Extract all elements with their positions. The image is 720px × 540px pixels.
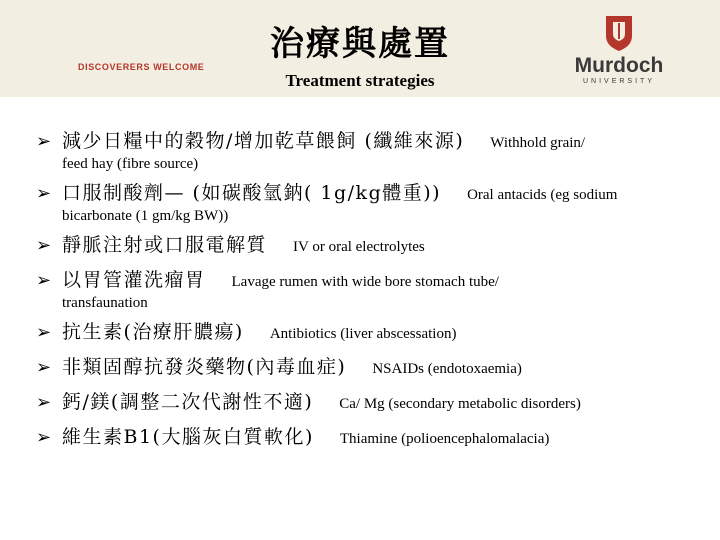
item-english-text: Withhold grain/ [490,135,586,151]
item-english-text: Oral antacids (eg sodium [467,187,618,203]
item-chinese-text: 鈣/鎂(調整二次代謝性不適) [62,391,314,413]
item-english-continued: transfaunation [62,295,148,311]
list-item [36,180,696,225]
arrow-bullet-icon: ➢ [36,392,52,412]
tagline: DISCOVERERS WELCOME [78,62,205,72]
item-english-text: Ca/ Mg (secondary metabolic disorders) [339,396,581,412]
item-chinese-text: 口服制酸劑— (如碳酸氫鈉( 1g/kg體重)) [62,182,442,204]
arrow-bullet-icon: ➢ [36,270,52,290]
list-item [36,354,696,382]
item-chinese-text: 維生素B1(大腦灰白質軟化) [62,426,314,448]
arrow-bullet-icon: ➢ [36,357,52,377]
item-english-text: NSAIDs (endotoxaemia) [372,361,522,377]
logo-name: Murdoch [574,54,664,77]
item-chinese-text: 靜脈注射或口服電解質 [62,234,268,256]
slide-title: 治療與處置 [270,24,450,64]
item-chinese-text: 抗生素(治療肝膿瘍) [62,321,244,343]
list-item [36,267,696,312]
treatment-list [36,128,696,459]
list-item [36,389,696,417]
logo-subtitle: UNIVERSITY [582,78,655,85]
item-english-continued: bicarbonate (1 gm/kg BW)) [62,208,229,224]
arrow-bullet-icon: ➢ [36,427,52,447]
list-item [36,319,696,347]
item-english-text: IV or oral electrolytes [293,239,425,255]
murdoch-crest-icon [604,14,634,52]
slide-subtitle: Treatment strategies [285,71,435,90]
item-chinese-text: 非類固醇抗發炎藥物(內毒血症) [62,356,347,378]
list-item [36,424,696,452]
item-english-continued: feed hay (fibre source) [62,156,199,172]
slide-header [0,0,720,97]
arrow-bullet-icon: ➢ [36,235,52,255]
arrow-bullet-icon: ➢ [36,183,52,203]
murdoch-logo [572,10,666,90]
arrow-bullet-icon: ➢ [36,131,52,151]
item-english-text: Thiamine (polioencephalomalacia) [339,431,550,447]
item-chinese-text: 以胃管灌洗瘤胃 [62,269,206,291]
list-item [36,128,696,173]
item-english-text: Lavage rumen with wide bore stomach tube/ [231,274,499,290]
list-item [36,232,696,260]
item-english-text: Antibiotics (liver abscessation) [269,326,457,342]
item-chinese-text: 減少日糧中的穀物/增加乾草餵飼 (纖維來源) [62,130,465,152]
arrow-bullet-icon: ➢ [36,322,52,342]
